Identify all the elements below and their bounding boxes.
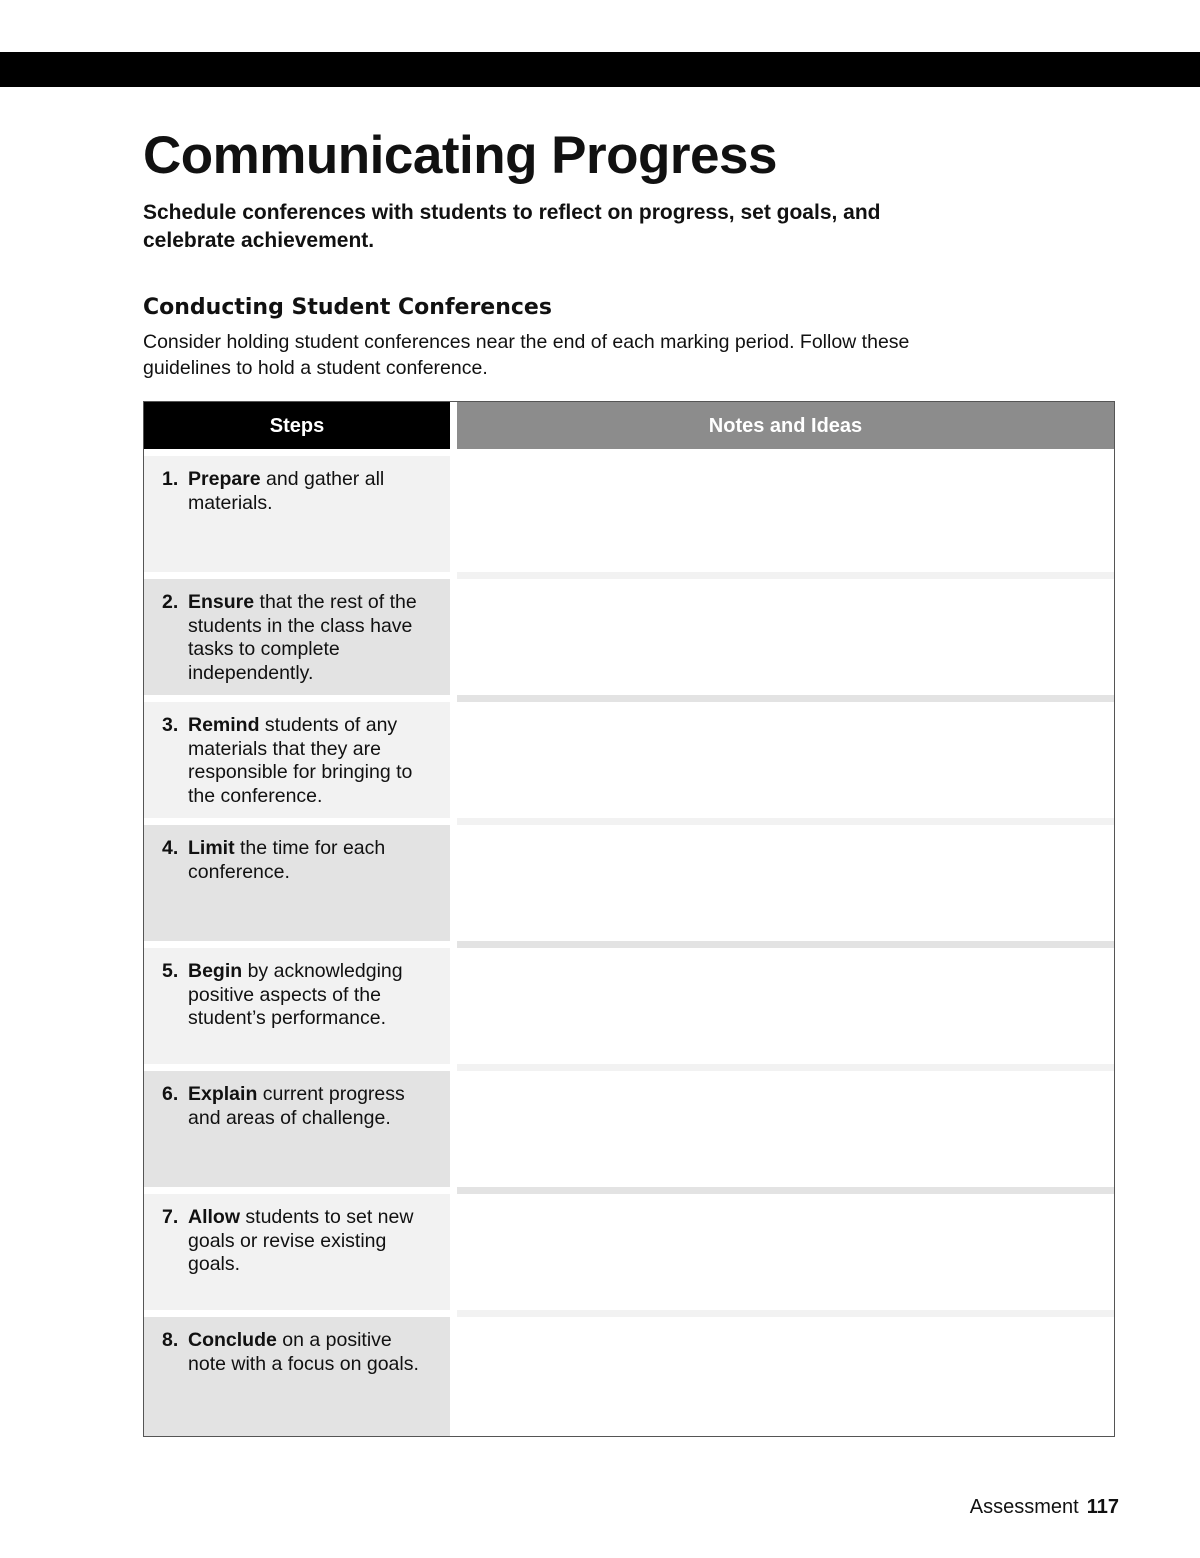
top-bar (0, 52, 1200, 87)
page-subtitle: Schedule conferences with students to reflect on progress, set goals, and celebrate achievement. (143, 201, 881, 252)
notes-cell[interactable] (457, 1194, 1114, 1310)
step-description: students to set new goals or revise existing goals. (188, 1206, 414, 1276)
notes-cell[interactable] (457, 948, 1114, 1064)
notes-cell[interactable] (457, 579, 1114, 695)
page-footer (970, 1494, 1119, 1520)
step-number: 3. (162, 714, 179, 736)
step-description: that the rest of the students in the class have tasks to complete independently. (188, 591, 417, 684)
step-number: 2. (162, 591, 179, 613)
row-divider (457, 1064, 1114, 1071)
step-number: 5. (162, 960, 179, 982)
table-row-step (144, 825, 450, 941)
step-number: 6. (162, 1083, 179, 1105)
step-description: current progress and areas of challenge. (188, 1083, 405, 1129)
notes-cell[interactable] (457, 1071, 1114, 1187)
table-row-step (144, 579, 450, 695)
footer-section-label: Assessment (969, 1496, 1079, 1518)
notes-cell[interactable] (457, 702, 1114, 818)
step-number: 8. (162, 1329, 179, 1351)
step-keyword: Allow (188, 1206, 240, 1228)
step-description: students of any materials that they are responsible for bringing to the conference. (188, 714, 413, 807)
notes-cell[interactable] (457, 1317, 1114, 1436)
step-description: on a positive note with a focus on goals. (188, 1329, 419, 1375)
step-keyword: Explain (188, 1083, 258, 1105)
step-description: by acknowledging positive aspects of the student’s performance. (188, 960, 403, 1030)
step-keyword: Ensure (188, 591, 255, 613)
section-heading: Conducting Student Conferences (143, 295, 552, 320)
section-intro: Consider holding student conferences near the end of each marking period. Follow these guidelines to hold a student conference. (143, 331, 910, 379)
row-divider (457, 572, 1114, 579)
row-divider (457, 695, 1114, 702)
table-row-step (144, 948, 450, 1064)
row-divider (457, 818, 1114, 825)
step-number: 4. (162, 837, 179, 859)
notes-cell[interactable] (457, 449, 1114, 572)
table-row-step (144, 456, 450, 572)
page-title: Communicating Progress (143, 126, 777, 185)
table-row-step (144, 1317, 450, 1436)
step-number: 1. (162, 468, 179, 490)
step-keyword: Conclude (188, 1329, 277, 1351)
step-keyword: Prepare (188, 468, 261, 490)
notes-cell[interactable] (457, 825, 1114, 941)
step-keyword: Begin (188, 960, 243, 982)
step-description: and gather all materials. (188, 468, 385, 514)
step-number: 7. (162, 1206, 179, 1228)
notes-column-header: Notes and Ideas (457, 402, 1114, 449)
row-divider (457, 1187, 1114, 1194)
table-row-step (144, 702, 450, 818)
step-keyword: Remind (188, 714, 260, 736)
steps-column-header: Steps (144, 402, 450, 449)
step-description: the time for each conference. (188, 837, 386, 883)
table-row-step (144, 1071, 450, 1187)
row-divider (457, 941, 1114, 948)
guidelines-table (143, 401, 1115, 1437)
row-divider (457, 1310, 1114, 1317)
table-row-step (144, 1194, 450, 1310)
page-number: 117 (1086, 1496, 1119, 1518)
step-keyword: Limit (188, 837, 235, 859)
